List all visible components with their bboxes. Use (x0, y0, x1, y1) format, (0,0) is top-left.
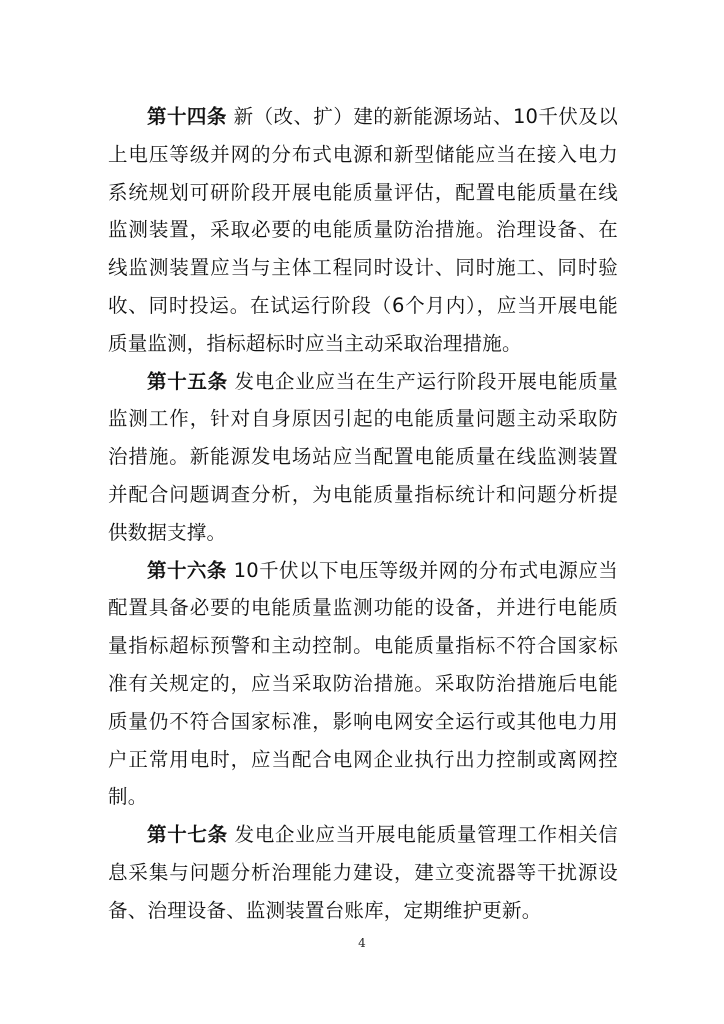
document-body (108, 98, 618, 930)
article-17-text: 发电企业应当开展电能质量管理工作相关信息采集与问题分析治理能力建设，建立变流器等干扰源设备、治理设备、监测装置台账库，定期维护更新。 (108, 823, 618, 922)
article-14-text: 新（改、扩）建的新能源场站、10千伏及以上电压等级并网的分布式电源和新型储能应当在接入电力系统规划可研阶段开展电能质量评估，配置电能质量在线监测装置，采取必要的电能质量防治措施。治理设备、在线监测装置应当与主体工程同时设计、同时施工、同时验收、同时投运。在试运行阶段（6个月内），应当开展电能质量监测，指标超标时应当主动采取治理措施。 (108, 105, 618, 355)
article-15-number: 第十五条 (147, 369, 228, 393)
article-16-text: 10千伏以下电压等级并网的分布式电源应当配置具备必要的电能质量监测功能的设备，并进行电能质量指标超标预警和主动控制。电能质量指标不符合国家标准有关规定的，应当采取防治措施。采取防治措施后电能质量仍不符合国家标准，影响电网安全运行或其他电力用户正常用电时，应当配合电网企业执行出力控制或离网控制。 (108, 558, 618, 809)
article-14-number: 第十四条 (147, 105, 227, 128)
article-16 (108, 552, 618, 817)
article-17 (108, 816, 618, 929)
article-15 (108, 363, 618, 552)
article-15-text: 发电企业应当在生产运行阶段开展电能质量监测工作，针对自身原因引起的电能质量问题主动采取防治措施。新能源发电场站应当配置电能质量在线监测装置并配合问题调查分析，为电能质量指标统计和问题分析提供数据支撑。 (108, 369, 618, 544)
article-16-number: 第十六条 (147, 558, 227, 582)
article-14 (108, 98, 618, 363)
article-17-number: 第十七条 (147, 823, 228, 847)
page-number: 4 (358, 936, 366, 950)
